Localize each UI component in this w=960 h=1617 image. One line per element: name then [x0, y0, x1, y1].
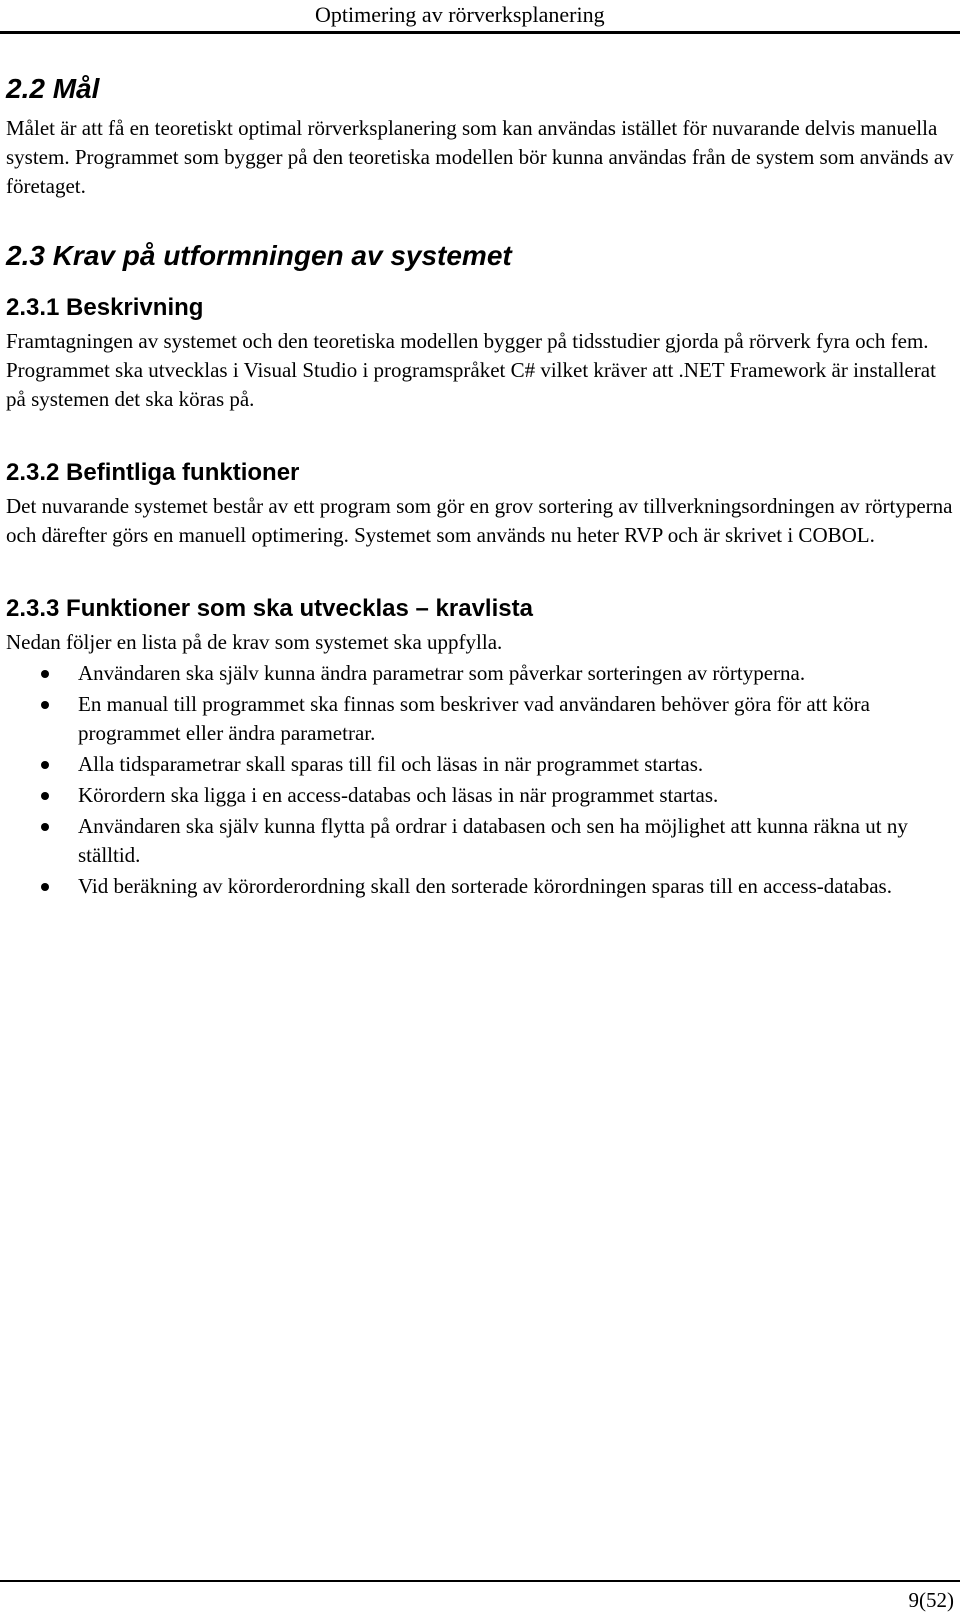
page-footer	[0, 1580, 960, 1617]
paragraph-2-3-3-intro: Nedan följer en lista på de krav som systemet ska uppfylla.	[6, 630, 503, 654]
bullet-icon	[41, 792, 49, 800]
list-item	[6, 872, 956, 901]
heading-2-3: 2.3 Krav på utformningen av systemet	[6, 240, 512, 271]
document-title: Optimering av rörverksplanering	[315, 2, 605, 27]
bullet-icon	[41, 883, 49, 891]
list-item	[6, 812, 956, 870]
list-item-text: Användaren ska själv kunna ändra parametrar som påverkar sorteringen av rörtyperna.	[78, 661, 806, 685]
list-item-text: Körordern ska ligga i en access-databas och läsas in när programmet startas.	[78, 783, 719, 807]
list-item-text: Alla tidsparametrar skall sparas till fil och läsas in när programmet startas.	[78, 752, 704, 776]
document-body	[6, 60, 956, 903]
paragraph-2-3-2: Det nuvarande systemet består av ett program som gör en grov sortering av tillverkningsordningen av rörtyperna och därefter görs en manuell optimering. Systemet som används nu heter RVP och är skrivet i COBOL.	[6, 494, 953, 547]
list-item-text: Vid beräkning av körorderordning skall den sorterade körordningen sparas till en access-databas.	[78, 874, 892, 898]
header-divider	[0, 31, 960, 34]
page-number: 9(52)	[908, 1588, 954, 1612]
paragraph-2-3-1: Framtagningen av systemet och den teoretiska modellen bygger på tidsstudier gjorda på rörverk fyra och fem. Programmet ska utvecklas i Visual Studio i programspråket C# vilket kräver att .NET Framework är installerat på systemen det ska köras på.	[6, 329, 936, 411]
bullet-icon	[41, 701, 49, 709]
list-item	[6, 750, 956, 779]
page-header	[0, 0, 960, 31]
list-item	[6, 781, 956, 810]
bullet-icon	[41, 761, 49, 769]
list-item	[6, 690, 956, 748]
footer-divider	[0, 1580, 960, 1582]
paragraph-2-2: Målet är att få en teoretiskt optimal rörverksplanering som kan användas istället för nuvarande delvis manuella system. Programmet som bygger på den teoretiska modellen bör kunna användas från de system som används av företaget.	[6, 116, 954, 198]
bullet-icon	[41, 670, 49, 678]
heading-2-3-1: 2.3.1 Beskrivning	[6, 294, 204, 321]
heading-2-3-2: 2.3.2 Befintliga funktioner	[6, 459, 300, 486]
list-item-text: En manual till programmet ska finnas som beskriver vad användaren behöver göra för att köra programmet eller ändra parametrar.	[78, 692, 870, 745]
list-item	[6, 659, 956, 688]
list-item-text: Användaren ska själv kunna flytta på ordrar i databasen och sen ha möjlighet att kunna räkna ut ny ställtid.	[78, 814, 908, 867]
bullet-icon	[41, 823, 49, 831]
heading-2-2: 2.2 Mål	[6, 73, 100, 104]
heading-2-3-3: 2.3.3 Funktioner som ska utvecklas – kravlista	[6, 595, 533, 622]
requirements-list	[6, 659, 956, 901]
